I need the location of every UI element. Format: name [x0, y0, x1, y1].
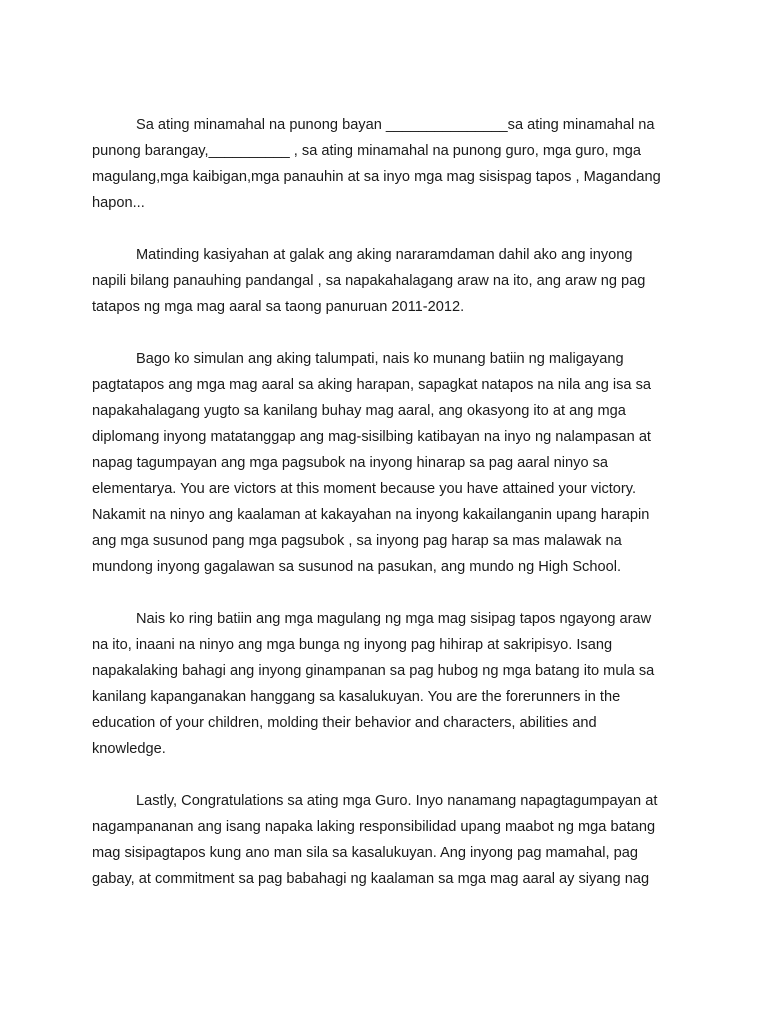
paragraph-joy [92, 242, 692, 320]
text-line: mundong inyong gagalawan sa susunod na pasukan, ang mundo ng High School. [92, 559, 622, 575]
text-line: nagampananan ang isang napaka laking responsibilidad upang maabot ng mga batang [92, 819, 656, 835]
text-line: ang mga susunod pang mga pagsubok , sa inyong pag harap sa mas malawak na [92, 533, 622, 549]
text-line: knowledge. [92, 741, 166, 757]
text-line: hapon... [92, 195, 145, 211]
text-line: mag sisipagtapos kung ano man sila sa kasalukuyan. Ang inyong pag mamahal, pag [92, 845, 638, 861]
text-line: Sa ating minamahal na punong bayan _______________sa ating minamahal na [136, 117, 655, 133]
text-line: gabay, at commitment sa pag babahagi ng kaalaman sa mga mag aaral ay siyang nag [92, 871, 650, 887]
text-line: pagtatapos ang mga mag aaral sa aking harapan, sapagkat natapos na nila ang isa sa [92, 377, 652, 393]
paragraph-greeting [92, 112, 692, 216]
text-line: Nais ko ring batiin ang mga magulang ng mga mag sisipag tapos ngayong araw [136, 611, 652, 627]
text-line: punong barangay,__________ , sa ating minamahal na punong guro, mga guro, mga [92, 143, 642, 159]
text-line: Nakamit na ninyo ang kaalaman at kakayahan na inyong kakailanganin upang harapin [92, 507, 650, 523]
text-line: magulang,mga kaibigan,mga panauhin at sa inyo mga mag sisispag tapos , Magandang [92, 169, 661, 185]
text-line: Bago ko simulan ang aking talumpati, nais ko munang batiin ng maligayang [136, 351, 624, 367]
paragraph-teachers [92, 788, 692, 892]
text-line: education of your children, molding their behavior and characters, abilities and [92, 715, 597, 731]
text-line: Lastly, Congratulations sa ating mga Guro. Inyo nanamang napagtagumpayan at [136, 793, 658, 809]
speech-body [92, 112, 692, 918]
text-line: elementarya. You are victors at this moment because you have attained your victory. [92, 481, 637, 497]
text-line: diplomang inyong matatanggap ang mag-sisilbing katibayan na inyo ng nalampasan at [92, 429, 651, 445]
text-line: kanilang kapanganakan hanggang sa kasalukuyan. You are the forerunners in the [92, 689, 621, 705]
text-line: napili bilang panauhing pandangal , sa napakahalagang araw na ito, ang araw ng pag [92, 273, 646, 289]
text-line: napakalaking bahagi ang inyong ginampanan sa pag hubog ng mga batang ito mula sa [92, 663, 655, 679]
text-line: tatapos ng mga mag aaral sa taong panuruan 2011-2012. [92, 299, 465, 315]
text-line: Matinding kasiyahan at galak ang aking nararamdaman dahil ako ang inyong [136, 247, 633, 263]
text-line: napag tagumpayan ang mga pagsubok na inyong hinarap sa pag aaral ninyo sa [92, 455, 609, 471]
text-line: napakahalagang yugto sa kanilang buhay mag aaral, ang okasyong ito at ang mga [92, 403, 626, 419]
paragraph-graduates [92, 346, 692, 580]
paragraph-parents [92, 606, 692, 762]
text-line: na ito, inaani na ninyo ang mga bunga ng inyong pag hihirap at sakripisyo. Isang [92, 637, 613, 653]
